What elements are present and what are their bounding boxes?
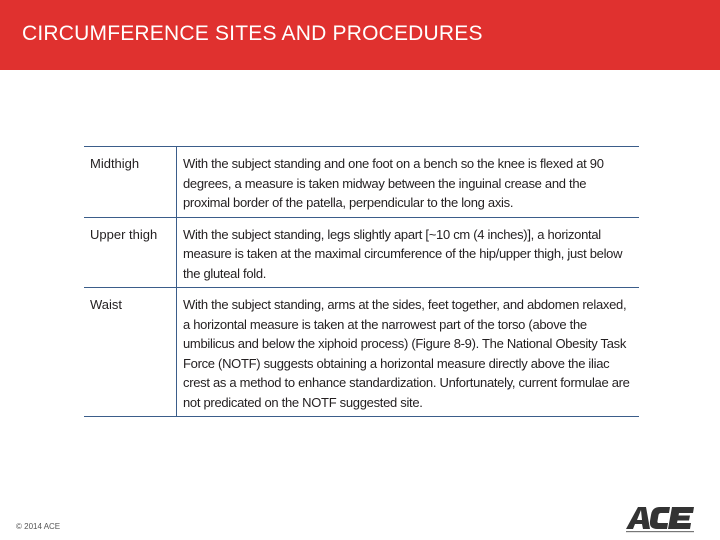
procedure-cell: With the subject standing and one foot on a bench so the knee is flexed at 90 degrees, a measure is taken midway between the inguinal crease and the proximal border of the patella, perpendicular to the long axis. <box>183 156 604 210</box>
header-bar <box>0 0 720 70</box>
procedures-table-container <box>84 146 639 417</box>
site-cell: Midthigh <box>84 147 177 218</box>
procedure-cell: With the subject standing, arms at the sides, feet together, and abdomen relaxed, a horizontal measure is taken at the narrowest part of the torso (above the umbilicus and below the xiphoid process) (Figure 8-9). The National Obesity Task Force (NOTF) suggests obtaining a horizontal measure directly above the iliac crest as a method to enhance standardization. Unfortunately, current formulae are not predicated on the NOTF suggested site. <box>177 288 640 417</box>
copyright-text: © 2014 ACE <box>16 522 61 531</box>
table-row <box>84 217 639 288</box>
table-row <box>84 147 639 218</box>
procedures-table <box>84 146 639 417</box>
slide-title: CIRCUMFERENCE SITES AND PROCEDURES <box>22 22 483 45</box>
ace-logo-icon <box>624 505 710 535</box>
procedure-cell: With the subject standing, legs slightly apart [~10 cm (4 inches)], a horizontal measure is taken at the maximal circumference of the hip/upper thigh, just below the gluteal fold. <box>177 217 640 288</box>
table-row <box>84 288 639 417</box>
site-cell: Upper thigh <box>84 217 177 288</box>
site-cell: Waist <box>84 288 177 417</box>
